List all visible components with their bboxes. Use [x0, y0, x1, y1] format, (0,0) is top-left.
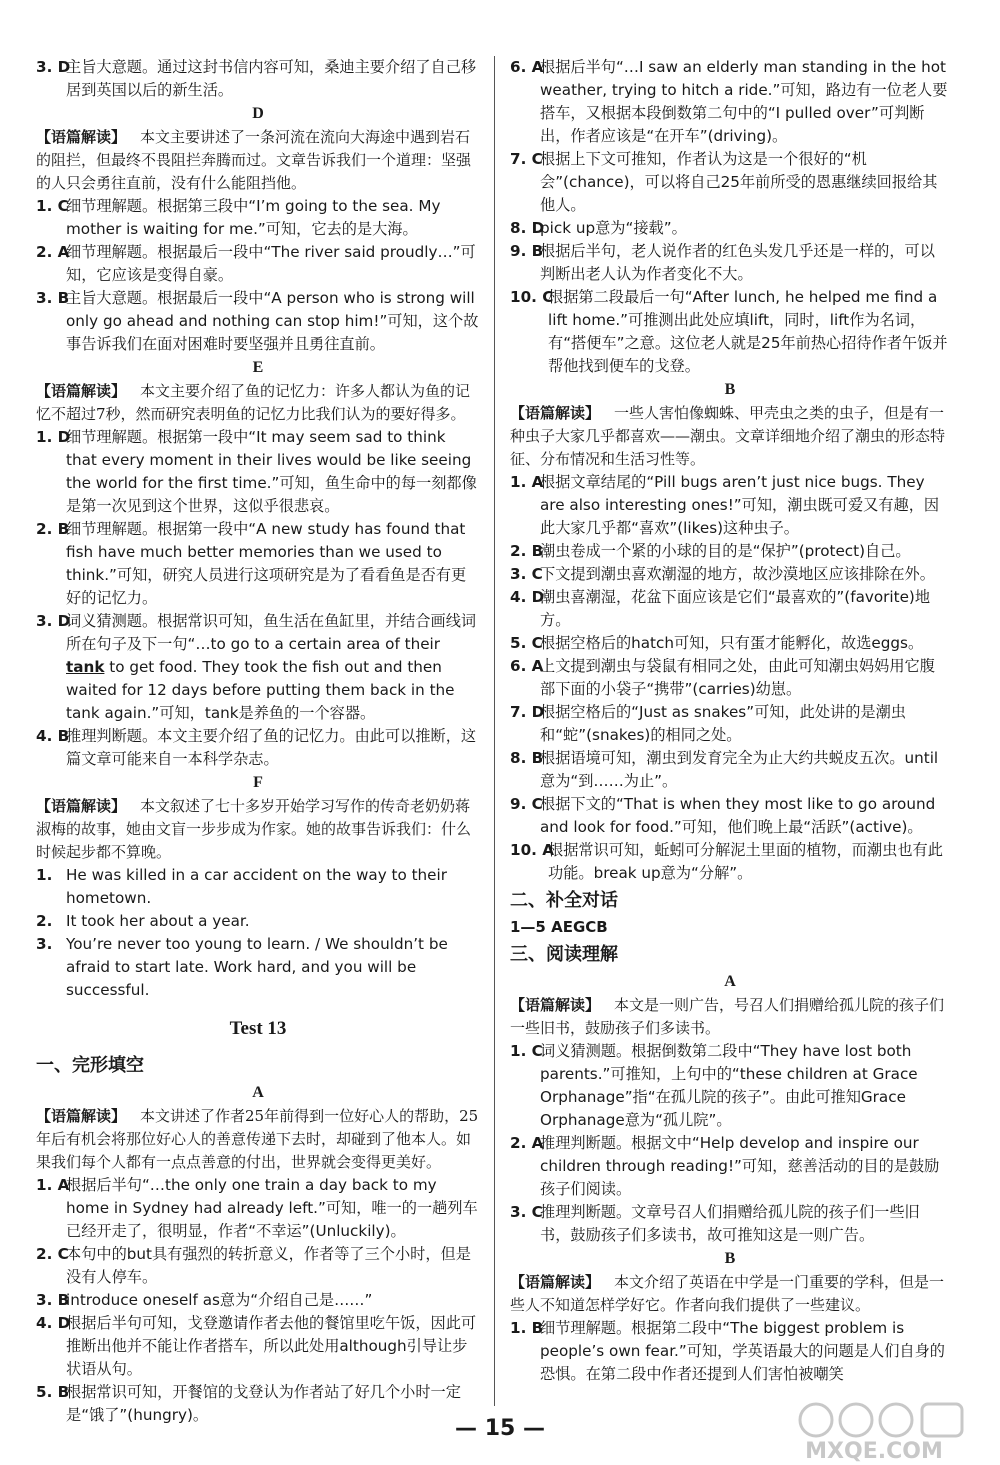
- answer-item: 10. A 根据常识可知，蚯蚓可分解泥土里面的植物，而潮虫也有此功能。break up意为“分解”。: [510, 841, 943, 882]
- answer-item: 3. C 下文提到潮虫喜欢潮湿的地方，故沙漠地区应该排除在外。: [510, 565, 935, 583]
- section-letter: E: [252, 359, 264, 376]
- answer-item: 7. C 根据上下文可推知，作者认为这是一个很好的“机会”(chance)，可以将自己25年前所受的恩惠继续回报给其他人。: [510, 150, 938, 214]
- reading-analysis: 【语篇解读】 本文主要讲述了一条河流在流向大海途中遇到岩石的阻拦，但最终不畏阻拦奔腾而过。文章告诉我们一个道理：坚强的人只会勇往直前，没有什么能阻挡他。: [36, 128, 472, 192]
- part-title: 一、完形填空: [36, 1055, 144, 1076]
- answer-item: 2. It took her about a year.: [36, 912, 250, 930]
- answer-item: 4. D 根据后半句可知，戈登邀请作者去他的餐馆里吃午饭，因此可推断出他并不能让作者搭车，所以此处用although引导让步状语从句。: [36, 1314, 477, 1378]
- page-number: — 15 —: [455, 1416, 545, 1441]
- answer-item: 3. B introduce oneself as意为“介绍自己是……”: [36, 1291, 373, 1309]
- answer-item: 1. A 根据后半句“…the only one train a day back to my home in Sydney had already left.”可知，唯一的一趟列车已经开走了，很明显，作者“不幸运”(Unluckily)。: [36, 1176, 478, 1240]
- part-title: 三、阅读理解: [510, 944, 618, 965]
- answer-item: 9. C 根据下文的“That is when they most like to go around and look for food.”可知，他们晚上最“活跃”(active)。: [510, 795, 936, 836]
- answer-item: 8. B 根据语境可知，潮虫到发育完全为止大约共蜕皮五次。until意为“到……为止”。: [510, 749, 939, 790]
- answer-item: 1. D 细节理解题。根据第一段中“It may seem sad to think that every moment in their lives would be like seeing the world for the first time.”可知，鱼生命中的每一刻都像是第一次见到这个世界，这似乎很悲哀。: [36, 428, 477, 515]
- answer-item: 2. A 细节理解题。根据最后一段中“The river said proudly…”可知，它应该是变得自豪。: [36, 243, 476, 284]
- answer-item: 3. B 主旨大意题。根据最后一段中“A person who is strong will only go ahead and nothing can stop him!”可知，这个故事告诉我们在面对困难时要坚强并且勇往直前。: [36, 289, 479, 353]
- answer-item: 1. A 根据文章结尾的“Pill bugs aren’t just nice bugs. They are also interesting ones!”可知，潮虫既可爱又有趣，因此大家几乎都“喜欢”(likes)这种虫子。: [510, 473, 940, 537]
- reading-analysis: 【语篇解读】 本文叙述了七十多岁开始学习写作的传奇老奶奶蒋淑梅的故事，她由文盲一步步成为作家。她的故事告诉我们：什么时候起步都不算晚。: [36, 797, 472, 861]
- answer-item: 2. B 潮虫卷成一个紧的小球的目的是“保护”(protect)自己。: [510, 542, 911, 560]
- svg-text:MXQE.COM: MXQE.COM: [805, 1439, 943, 1464]
- reading-analysis: 【语篇解读】 本文介绍了英语在中学是一门重要的学科，但是一些人不知道怎样学好它。作者向我们提供了一些建议。: [510, 1273, 945, 1314]
- answer-item: 1. He was killed in a car accident on the way to their hometown.: [36, 866, 447, 907]
- answer-item: 4. B 推理判断题。本文主要介绍了鱼的记忆力。由此可以推断，这篇文章可能来自一本科学杂志。: [36, 727, 477, 768]
- answer-item: 8. D pick up意为“接载”。: [510, 219, 687, 237]
- section-letter: F: [253, 774, 263, 791]
- part-title: 二、补全对话: [510, 890, 618, 911]
- answer-item: 1. C 细节理解题。根据第三段中“I’m going to the sea. My mother is waiting for me.”可知，它去的是大海。: [36, 197, 441, 238]
- answer-item: 7. D 根据空格后的“Just as snakes”可知，此处讲的是潮虫和“蛇”(snakes)的相同之处。: [510, 703, 906, 744]
- answer-item: 5. C 根据空格后的hatch可知，只有蛋才能孵化，故选eggs。: [510, 634, 924, 652]
- reading-analysis: 【语篇解读】 一些人害怕像蜘蛛、甲壳虫之类的虫子，但是有一种虫子大家几乎都喜欢——潮虫。文章详细地介绍了潮虫的形态特征、分布情况和生活习性等。: [510, 404, 946, 468]
- answer-item: 2. B 细节理解题。根据第一段中“A new study has found that fish have much better memories than we used to think.”可知，研究人员进行这项研究是为了看看鱼是否有更好的记忆力。: [36, 520, 467, 607]
- answer-item: 1. C 词义猜测题。根据倒数第二段中“They have lost both parents.”可推知，上句中的“these children at Grace Orphanage”指“在孤儿院的孩子”。由此可推知Grace Orphanage意为“孤儿院”。: [510, 1042, 918, 1129]
- answer-item: 5. B 根据常识可知，开餐馆的戈登认为作者站了好几个小时一定是“饿了”(hungry)。: [36, 1383, 461, 1424]
- answer-item: 6. A 根据后半句“…I saw an elderly man standing in the hot weather, trying to hitch a ride.”可知，路边有一位老人要搭车，又根据本段倒数第二句中的“I pulled over”可判断出，作者应该是“在开车”(driving)。: [510, 58, 948, 145]
- dialogue-answers: 1—5 AEGCB: [510, 918, 608, 936]
- answer-item: 9. B 根据后半句，老人说作者的红色头发几乎还是一样的，可以判断出老人认为作者变化不大。: [510, 242, 935, 283]
- answer-item: 3. D 词义猜测题。根据常识可知，鱼生活在鱼缸里，并结合画线词所在句子及下一句“…to go to a certain area of their tank to get food. They took the fish out and then waited for 12 days before putting them back in the tank again.”可知，tank是养鱼的一个容器。: [36, 612, 477, 722]
- answer-item: 10. C 根据第二段最后一句“After lunch, he helped me find a lift home.”可推测出此处应填lift，同时，lift作为名词，有“搭便车”之意。这位老人就是25年前热心招待作者午饭并帮他找到便车的戈登。: [510, 288, 948, 375]
- watermark-logo: [794, 1396, 980, 1464]
- section-letter: A: [252, 1084, 264, 1101]
- reading-analysis: 【语篇解读】 本文是一则广告，号召人们捐赠给孤儿院的孩子们一些旧书，鼓励孩子们多读书。: [510, 996, 945, 1037]
- section-letter: B: [724, 1250, 736, 1267]
- column-divider: [494, 56, 495, 1406]
- section-letter: B: [724, 381, 736, 398]
- answer-item: 4. D 潮虫喜潮湿，花盆下面应该是它们“最喜欢的”(favorite)地方。: [510, 588, 931, 629]
- underlined-word: tank: [66, 658, 105, 676]
- answer-item: 6. A 上文提到潮虫与袋鼠有相同之处，由此可知潮虫妈妈用它腹部下面的小袋子“携带”(carries)幼崽。: [510, 657, 935, 698]
- answer-item: 1. B 细节理解题。根据第二段中“The biggest problem is people’s own fear.”可知，学英语最大的问题是人们自身的恐惧。在第二段中作者还提到人们害怕被嘲笑: [510, 1319, 945, 1383]
- answer-item: 3. C 推理判断题。文章号召人们捐赠给孤儿院的孩子们一些旧书，鼓励孩子们多读书，故可推知这是一则广告。: [510, 1203, 920, 1244]
- answer-item: 2. A 推理判断题。根据文中“Help develop and inspire our children through reading!”可知，慈善活动的目的是鼓励孩子们阅读。: [510, 1134, 940, 1198]
- answer-item: 3. D 主旨大意题。通过这封书信内容可知，桑迪主要介绍了自己移居到英国以后的新生活。: [36, 58, 477, 99]
- right-column: [510, 56, 950, 1386]
- answer-item: 2. C 本句中的but具有强烈的转折意义，作者等了三个小时，但是没有人停车。: [36, 1245, 471, 1286]
- answer-item: 3. You’re never too young to learn. / We shouldn’t be afraid to start late. Work hard, and you will be successful.: [36, 935, 448, 999]
- section-letter: D: [252, 105, 264, 122]
- left-column: [36, 56, 480, 1427]
- section-letter: A: [724, 973, 736, 990]
- reading-analysis: 【语篇解读】 本文主要介绍了鱼的记忆力：许多人都认为鱼的记忆不超过7秒，然而研究表明鱼的记忆力比我们认为的要好得多。: [36, 382, 471, 423]
- test-title: Test 13: [229, 1018, 287, 1039]
- reading-analysis: 【语篇解读】 本文讲述了作者25年前得到一位好心人的帮助，25年后有机会将那位好心人的善意传递下去时，却碰到了他本人。如果我们每个人都有一点点善意的付出，世界就会变得更美好。: [36, 1107, 479, 1171]
